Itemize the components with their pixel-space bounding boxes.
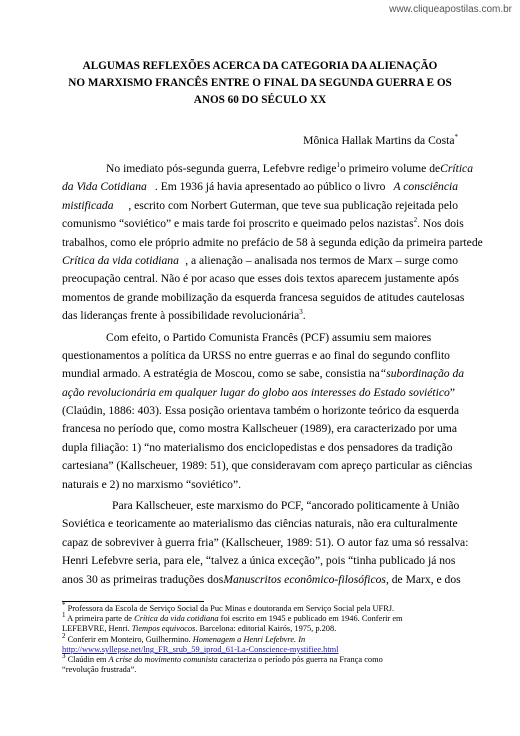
p1-line-8: momentos de grande mobilização da esquerda francesa seguidos de atitudes cautelosas xyxy=(62,290,465,304)
p1-line-2: da Vida Cotidiana . Em 1936 já havia apresentado ao público o livro A consciência xyxy=(62,180,458,194)
p3-line-2: Soviética e teoricamente ao materialismo das ciências naturais, não era culturalmente xyxy=(62,517,458,531)
p2-line-9: naturais e 2) no marxismo “soviético”. xyxy=(62,477,242,491)
p3-line-3: capaz de sobreviver à guerra fria” (Kallscheuer, 1989: 51). O autor faz uma só ressalva: xyxy=(62,535,469,549)
footnote-3: $^3$ Claúdin em A crise do movimento comunista caracteriza o período pós guerra na França como xyxy=(62,652,383,665)
p1-line-4: comunismo “soviético” e mais tarde foi proscrito e queimado pelos nazistas$^2$. Nos dois xyxy=(62,216,464,231)
title-line-3: ANOS 60 DO SÉCULO XX xyxy=(193,94,327,106)
footnote-2: $^2$ Conferir em Monteiro, Guilhermino. Homenagem a Henri Lefebvre. In xyxy=(62,631,306,644)
author-name: Mônica Hallak Martins da Costa xyxy=(303,134,455,147)
footnote-ref-3[interactable]: 3 xyxy=(299,308,303,317)
footnote-star: * Professora da Escola de Serviço Social da Puc Minas e doutoranda em Serviço Social pela UFRJ. xyxy=(62,601,395,613)
footnote-separator xyxy=(62,601,204,602)
p1-line-5: trabalhos, como ele próprio admite no prefácio de 58 à segunda edição da primeira parte de xyxy=(62,235,483,249)
p2-line-8: cartesiana” (Kallscheuer, 1989: 51), que consideravam com apreço particular as ciências xyxy=(62,459,473,473)
footnote-ref-1[interactable]: 1 xyxy=(336,161,340,170)
title-line-1: ALGUMAS REFLEXÕES ACERCA DA CATEGORIA DA ALIENAÇÃO xyxy=(82,60,438,72)
p1-line-7: preocupação central. Não é por acaso que esses dois textos aparecem justamente após xyxy=(62,272,459,286)
p1-line-3: mistificada , escrito com Norbert Guterman, que teve sua publicação rejeitada pelo xyxy=(62,198,458,212)
p2-line-5: (Claúdin, 1886: 403). Essa posição orientava também o horizonte teórico da esquerda xyxy=(62,404,459,418)
author-footnote-mark[interactable]: * xyxy=(454,133,458,142)
footnote-3-cont: “revolução frustrada”. xyxy=(62,665,137,675)
footnotes xyxy=(62,601,462,675)
p3-line-1: Para Kallscheuer, este marxismo do PCF, “ancorado politicamente à União xyxy=(112,499,460,513)
p2-line-6: francesa no período que, como mostra Kallscheuer (1989), era caracterizado por uma xyxy=(62,422,457,436)
p3-line-4: Henri Lefebvre seria, para ele, “talvez a única exceção”, pois “tinha publicado já nos xyxy=(62,554,456,568)
p3-line-5: anos 30 as primeiras traduções dos Manuscritos econômico-filosóficos , de Marx, e dos xyxy=(62,572,461,586)
body-text xyxy=(62,160,483,589)
site-url[interactable]: www.cliqueapostilas.com.br xyxy=(389,4,512,15)
p2-line-7: dupla filiação: 1) “no materialismo dos enciclopedistas e dos pensadores da tradição xyxy=(62,440,453,454)
p2-line-1: Com efeito, o Partido Comunista Francês (PCF) assumiu sem maiores xyxy=(106,330,432,344)
author-line xyxy=(303,134,458,147)
title-line-2: NO MARXISMO FRANCÊS ENTRE O FINAL DA SEGUNDA GUERRA E OS xyxy=(68,77,452,89)
p2-line-4: ação revolucionária em qualquer lugar do globo aos interesses do Estado soviético” xyxy=(62,385,455,399)
p2-line-2: questionamentos a política da URSS no entre guerras e ao final do segundo conflito xyxy=(62,348,450,362)
footnote-ref-2[interactable]: 2 xyxy=(413,216,418,225)
footnote-2-link[interactable]: http://www.syllepse.net/lng_FR_srub_59_iprod_61-La-Conscience-mystifiee.html xyxy=(62,644,339,654)
p1-line-1: No imediato pós-segunda guerra, Lefebvre redige$^1$ o primeiro volume de Crítica xyxy=(106,161,473,175)
p2-line-3: mundial armado. A estratégia de Moscou, como se sabe, consistia na “subordinação da xyxy=(62,367,465,381)
p1-line-6: Crítica da vida cotidiana , a alienação – analisada nos termos de Marx – surge como xyxy=(62,253,458,267)
footnote-1: $^1$ A primeira parte de Crítica da vida cotidiana foi escrito em 1945 e publicado em 1946. Conferir em xyxy=(62,611,403,624)
p1-line-9: das lideranças frente à possibilidade revolucionária$^3$. xyxy=(62,308,306,323)
footnote-1-cont: LEFEBVRE, Henri. Tiempos equivocos. Barcelona: editorial Kairós, 1975, p.208. xyxy=(62,624,337,634)
document-title xyxy=(60,58,460,109)
